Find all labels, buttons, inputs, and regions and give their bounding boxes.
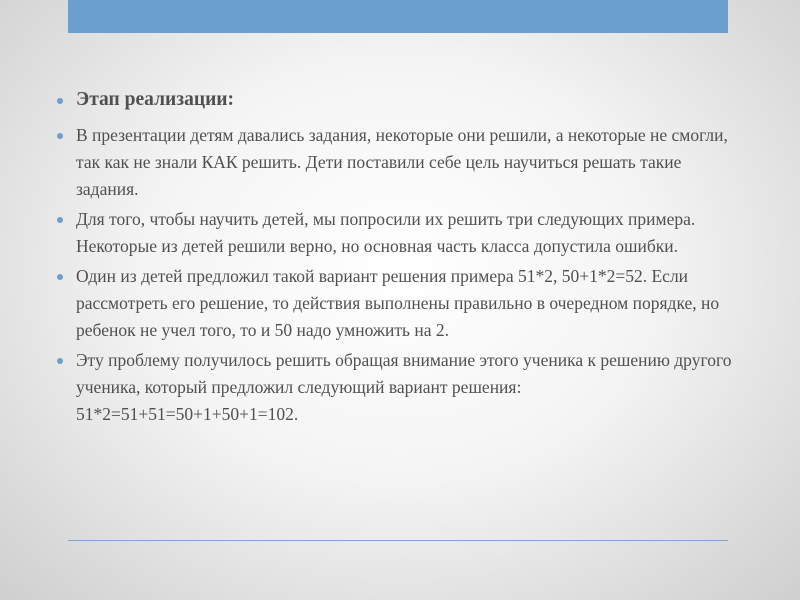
bullet-text: Эту проблему получилось решить обращая внимание этого ученика к решению другого ученика, который предложил следующий вариант решения: 51*2=51+51=50+1+50+1=102. bbox=[76, 350, 732, 424]
bullet-text: В презентации детям давались задания, некоторые они решили, а некоторые не смогли, так как не знали КАК решить. Дети поставили себе цель научиться решать такие задания. bbox=[76, 125, 728, 199]
bullet-dot-icon bbox=[57, 133, 63, 139]
bullet-text: Один из детей предложил такой вариант решения примера 51*2, 50+1*2=52. Если рассмотреть его решение, то действия выполнены правильно в очередном порядке, но ребенок не учел того, то и 50 надо умножить на 2. bbox=[76, 266, 720, 340]
footer-divider bbox=[68, 540, 728, 541]
slide-heading-item bbox=[57, 86, 747, 113]
header-accent-bar bbox=[68, 0, 728, 33]
slide-heading: Этап реализации: bbox=[76, 89, 235, 110]
slide-content bbox=[57, 86, 747, 431]
bullet-item bbox=[57, 347, 747, 428]
bullet-text: Для того, чтобы научить детей, мы попросили их решить три следующих примера. Некоторые из детей решили верно, но основная часть класса допустила ошибки. bbox=[76, 209, 696, 256]
bullet-dot-icon bbox=[57, 98, 63, 104]
bullet-dot-icon bbox=[57, 274, 63, 280]
bullet-item bbox=[57, 206, 747, 260]
bullet-dot-icon bbox=[57, 217, 63, 223]
bullet-item bbox=[57, 122, 747, 203]
bullet-dot-icon bbox=[57, 358, 63, 364]
bullet-item bbox=[57, 263, 747, 344]
